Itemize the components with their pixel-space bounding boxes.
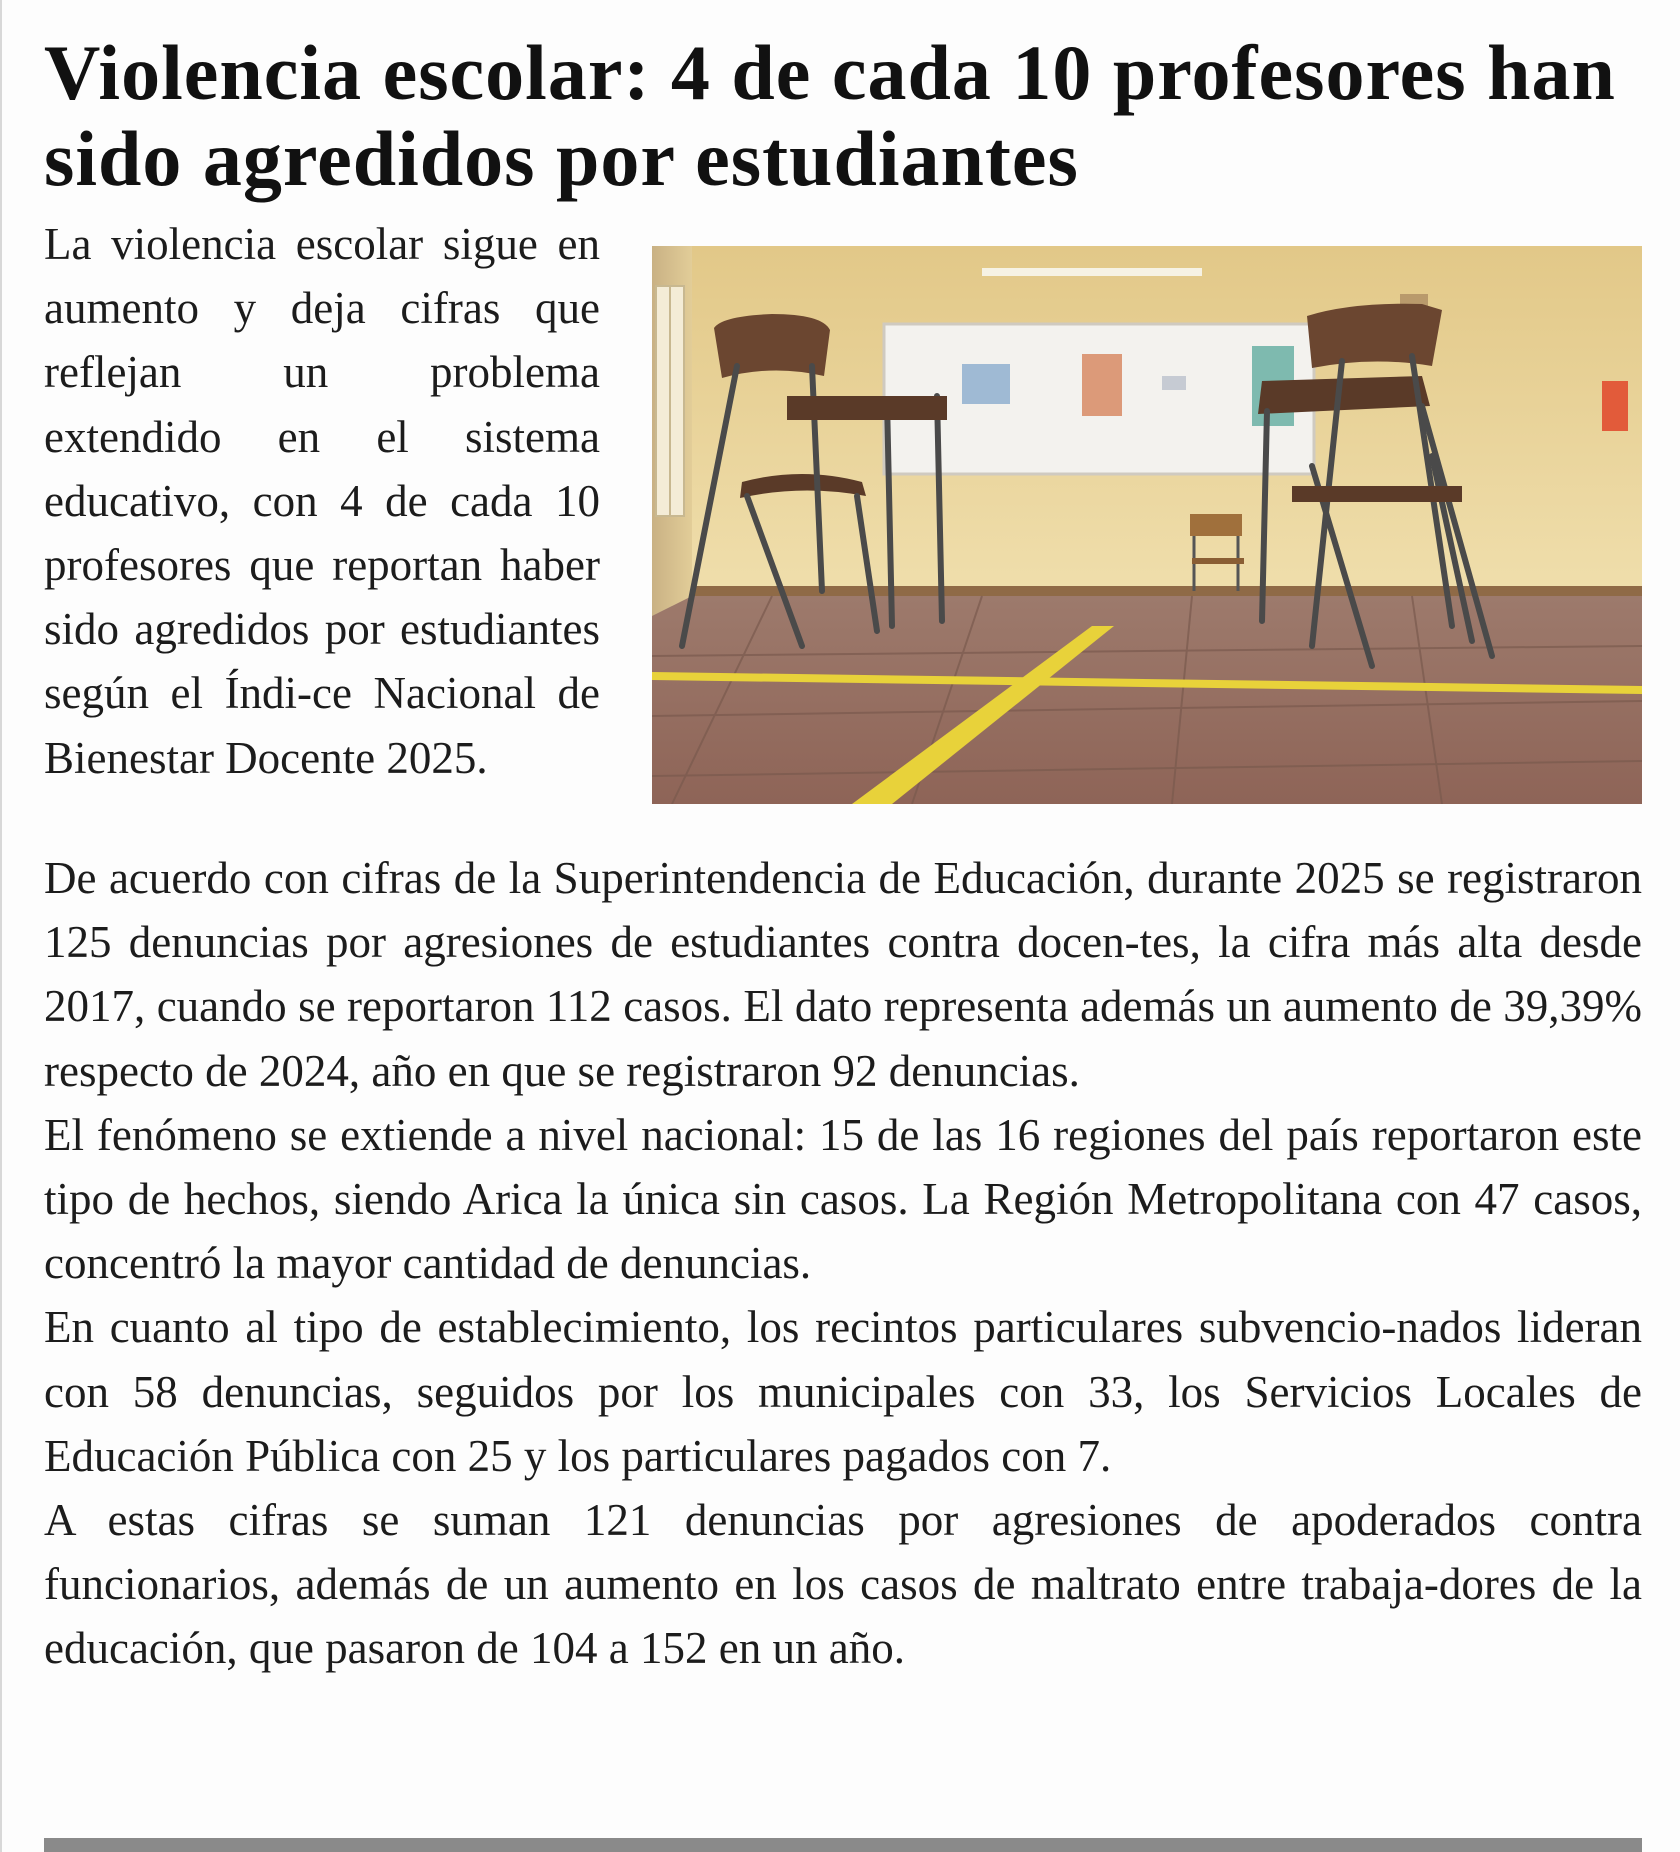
bottom-divider [44,1838,1642,1852]
article-body [44,846,1642,1681]
article-paragraph: De acuerdo con cifras de la Superintendencia de Educación, durante 2025 se registraron 125 denuncias por agresiones de estudiantes contra docen-tes, la cifra más alta desde 2017, cuando se reportaron 112 casos. El dato representa además un aumento de 39,39% respecto de 2024, año en que se registraron 92 denuncias. [44,853,1642,1096]
article-paragraph: El fenómeno se extiende a nivel nacional: 15 de las 16 regiones del país reportaron este tipo de hechos, siendo Arica la única sin casos. La Región Metropolitana con 47 casos, concentró la mayor cantidad de denuncias. [44,1109,1642,1289]
article-headline: Violencia escolar: 4 de cada 10 profesores han sido agredidos por estudiantes [44,29,1616,202]
article-lead-paragraph: La violencia escolar sigue en aumento y deja cifras que reflejan un problema extendido en el sistema educativo, con 4 de cada 10 profesores que reportan haber sido agredidos por estudiantes según el Índi-ce Nacional de Bienestar Docente 2025. [44,219,600,783]
article-paragraph: En cuanto al tipo de establecimiento, los recintos particulares subvencio-nados lideran con 58 denuncias, seguidos por los municipales con 33, los Servicios Locales de Educación Pública con 25 y los particulares pagados con 7. [44,1302,1642,1481]
article-paragraph: A estas cifras se suman 121 denuncias por agresiones de apoderados contra funcionarios, además de un aumento en los casos de maltrato entre trabaja-dores de la educación, que pasaron de 104 a 152 en un año. [44,1495,1642,1674]
classroom-photo [652,246,1642,804]
